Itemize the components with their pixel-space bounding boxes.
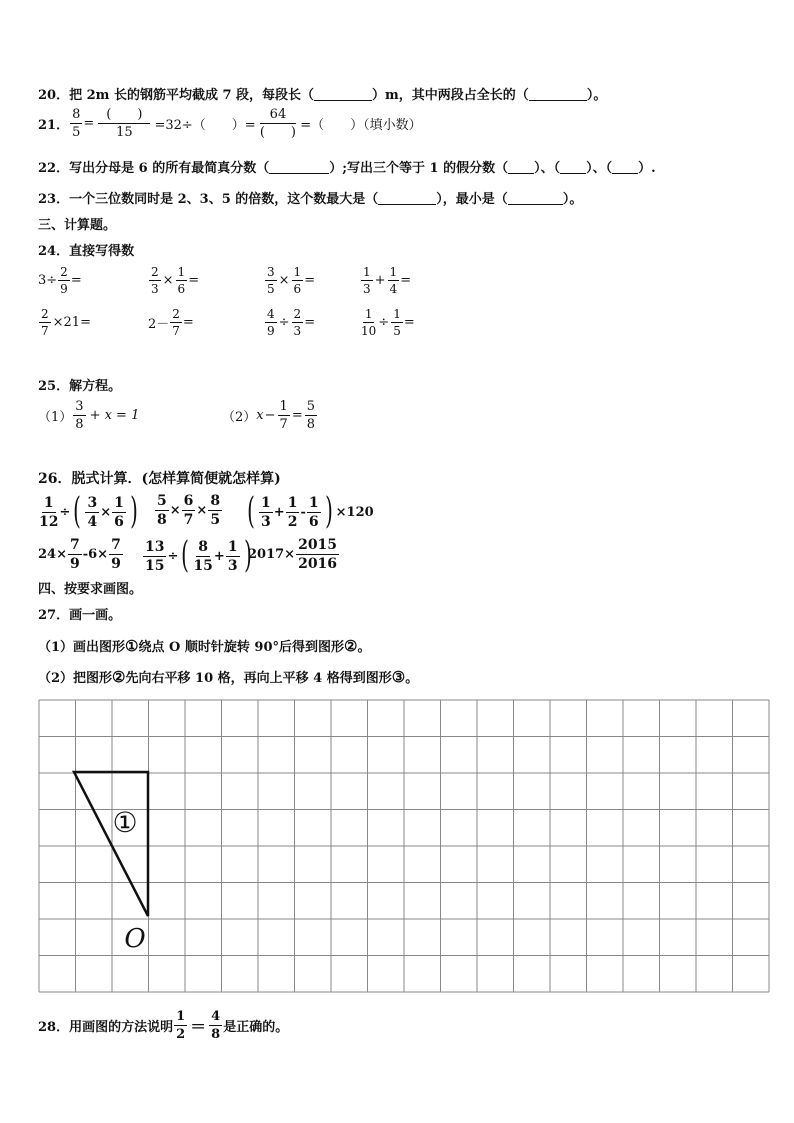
triangle-shape-1[interactable]: [74, 772, 148, 916]
answer-blank[interactable]: [508, 192, 563, 205]
fraction: $\frac{1}{3}$: [227, 538, 238, 574]
operator: ÷: [59, 504, 71, 520]
calc-expression-6: [248, 538, 340, 571]
question-number: 23．: [38, 192, 70, 207]
question-text: ），最小是（: [436, 192, 508, 207]
fraction: $\frac{13}{15}$: [145, 538, 165, 574]
equation-label: （2）: [222, 410, 257, 425]
fraction[interactable]: 64 ( ): [259, 107, 297, 140]
question-23: [38, 188, 582, 207]
answer-blank[interactable]: [269, 161, 329, 174]
question-22: [38, 157, 656, 176]
fraction: $\frac{1}{2}$: [287, 494, 298, 530]
equals: =: [403, 315, 415, 330]
calc-expression-2: [154, 494, 223, 527]
variable: x: [256, 408, 264, 423]
section-heading: 四、按要求画图。: [38, 582, 143, 597]
section-heading: 三、计算题。: [38, 218, 117, 233]
circled-2: ②: [112, 668, 126, 686]
question-26-title: 26．脱式计算．(怎样算简便就怎样算): [38, 471, 281, 487]
fraction: $\frac{8}{5}$: [210, 493, 221, 528]
question-20: [38, 84, 606, 103]
answer-blank[interactable]: [314, 88, 372, 101]
shape-label: ①: [112, 806, 138, 839]
separator: ）、（: [586, 161, 613, 176]
fraction: 1 3: [261, 494, 271, 530]
question-text: 写出分母是 6 的所有最简真分数（: [69, 161, 270, 176]
question-21: [38, 108, 422, 139]
equals: =: [304, 315, 316, 330]
question-text: 一个三位数同时是 2、3、5 的倍数，这个数最大是（: [69, 192, 379, 207]
fraction: $\frac{5}{8}$: [157, 493, 167, 528]
calc-expression-3: ( 1 3 + $\frac{1}{2}$ - 1 6 ) ×120: [247, 491, 374, 532]
equals: =: [304, 273, 316, 288]
answer-blank[interactable]: [529, 88, 587, 101]
mental-math-item: [148, 308, 194, 337]
question-number: 21．: [38, 118, 70, 133]
fraction: $\frac{5}{8}$: [306, 399, 315, 432]
fraction: 1 2: [176, 1009, 186, 1042]
operator: +: [374, 273, 386, 288]
equals: =: [188, 273, 200, 288]
fraction: $\frac{3}{5}$: [267, 265, 275, 296]
question-text: ）m，其中两段占全长的（: [372, 88, 529, 103]
fraction: $\frac{2}{7}$: [172, 307, 180, 338]
mental-math-item: [360, 266, 411, 295]
fraction: $\frac{1}{7}$: [279, 399, 288, 432]
fraction: $\frac{7}{9}$: [69, 537, 80, 572]
question-number: 22．: [38, 161, 70, 176]
operator: −: [264, 408, 276, 423]
fraction: $\frac{1}{6}$: [114, 494, 124, 530]
equals: =: [400, 273, 412, 288]
operator: ÷: [167, 548, 179, 564]
point-o-label: O: [124, 924, 146, 954]
equals: =: [70, 273, 82, 288]
fraction: 4 8: [211, 1009, 221, 1042]
circled-2: ②: [344, 637, 358, 655]
expression-text: 2－: [148, 317, 170, 332]
operator: ×: [162, 273, 174, 288]
drawing-grid[interactable]: [38, 699, 770, 993]
fraction: 3 8: [75, 399, 84, 432]
mental-math-item: [38, 308, 92, 337]
operator: ÷: [378, 315, 390, 330]
fraction: $\frac{2}{3}$: [293, 307, 302, 338]
fraction: $\frac{1}{10}$: [361, 307, 377, 338]
fraction[interactable]: ( ) 15: [98, 108, 150, 139]
question-25-title: 25．解方程。: [38, 379, 122, 394]
fraction: $\frac{2015}{2016}$: [298, 537, 338, 572]
question-text: ）.: [638, 161, 656, 176]
equals: ＝: [190, 1017, 207, 1036]
calc-expression-4: [38, 538, 124, 571]
operator: +: [273, 504, 285, 520]
operator: ×: [169, 503, 181, 518]
answer-blank[interactable]: [560, 161, 586, 174]
fraction: 8 15: [193, 538, 213, 574]
equation-1: [38, 400, 139, 431]
question-27-instruction-2: （2）把图形②先向右平移 10 格，再向上平移 4 格得到图形③。: [38, 668, 419, 686]
fraction: 1 3: [363, 265, 371, 296]
calc-expression-5: $\frac{13}{15}$ ÷ ( 8 15 + $\frac{1}{3}$ ): [145, 535, 252, 576]
fraction: $\frac{6}{7}$: [183, 493, 194, 528]
answer-blank[interactable]: [378, 192, 436, 205]
fraction: $\frac{1}{12}$: [39, 494, 59, 530]
fraction: $\frac{2}{7}$: [41, 307, 49, 338]
fraction: $\frac{3}{4}$: [87, 494, 98, 530]
expression-text: ×120: [335, 504, 374, 520]
answer-blank[interactable]: [508, 161, 534, 174]
operator: ×: [196, 503, 208, 518]
operator: +: [213, 548, 225, 564]
question-text: ）。: [586, 88, 607, 103]
expression-text: 3÷: [38, 273, 58, 288]
expression-text: =（ ）（填小数）: [300, 118, 422, 133]
mental-math-item: [264, 308, 315, 337]
answer-blank[interactable]: [612, 161, 638, 174]
operator: ×: [278, 273, 290, 288]
fraction: $\frac{1}{4}$: [389, 265, 398, 296]
equals: =: [182, 315, 194, 330]
question-text: 28．用画图的方法说明: [38, 1020, 174, 1035]
question-27-instruction-1: （1）画出图形①绕点 O 顺时针旋转 90°后得到图形②。: [38, 637, 371, 655]
circled-1: ①: [125, 637, 139, 655]
fraction: 1 6: [308, 494, 319, 530]
expression-text: =32÷（ ）=: [154, 118, 256, 133]
mental-math-item: [148, 266, 199, 295]
equals: =: [83, 116, 95, 131]
question-text: 把 2m 长的钢筋平均截成 7 段，每段长（: [69, 88, 315, 103]
fraction: $\frac{2}{3}$: [151, 265, 159, 296]
mental-math-item: [360, 308, 415, 337]
equation-text: + x = 1: [89, 408, 140, 423]
fraction: $\frac{2}{9}$: [60, 265, 68, 296]
expression-text: -6×: [82, 547, 109, 562]
expression-text: 2017×: [248, 547, 296, 562]
equation-label: （1）: [38, 410, 73, 425]
question-text: ）;写出三个等于 1 的假分数（: [329, 161, 509, 176]
fraction: $\frac{8}{5}$: [72, 107, 81, 140]
question-28: [38, 1010, 288, 1041]
circled-3: ③: [391, 668, 406, 686]
fraction: $\frac{1}{6}$: [177, 265, 186, 296]
question-27-title: 27．画一画。: [38, 608, 122, 623]
question-text: ）。: [562, 192, 583, 207]
question-number: 20．: [38, 88, 70, 103]
operator: -: [300, 504, 306, 520]
equation-2: [222, 400, 318, 431]
mental-math-item: [38, 266, 82, 295]
question-text: 是正确的。: [223, 1020, 289, 1035]
fraction: $\frac{7}{9}$: [111, 537, 121, 572]
fraction: $\frac{1}{5}$: [393, 307, 401, 338]
equals: =: [291, 408, 303, 423]
operator: ÷: [278, 315, 290, 330]
fraction: $\frac{4}{9}$: [267, 307, 275, 338]
mental-math-item: [264, 266, 315, 295]
operator: ×21=: [52, 315, 91, 330]
question-24-title: 24．直接写得数: [38, 244, 135, 259]
expression-text: 24×: [38, 547, 67, 562]
operator: ×: [100, 504, 112, 520]
separator: ）、（: [534, 161, 561, 176]
fraction: $\frac{1}{6}$: [293, 265, 302, 296]
calc-expression-1: $\frac{1}{12}$ ÷ ( $\frac{3}{4}$ × $\frac{1}{6}$ ): [39, 491, 138, 532]
